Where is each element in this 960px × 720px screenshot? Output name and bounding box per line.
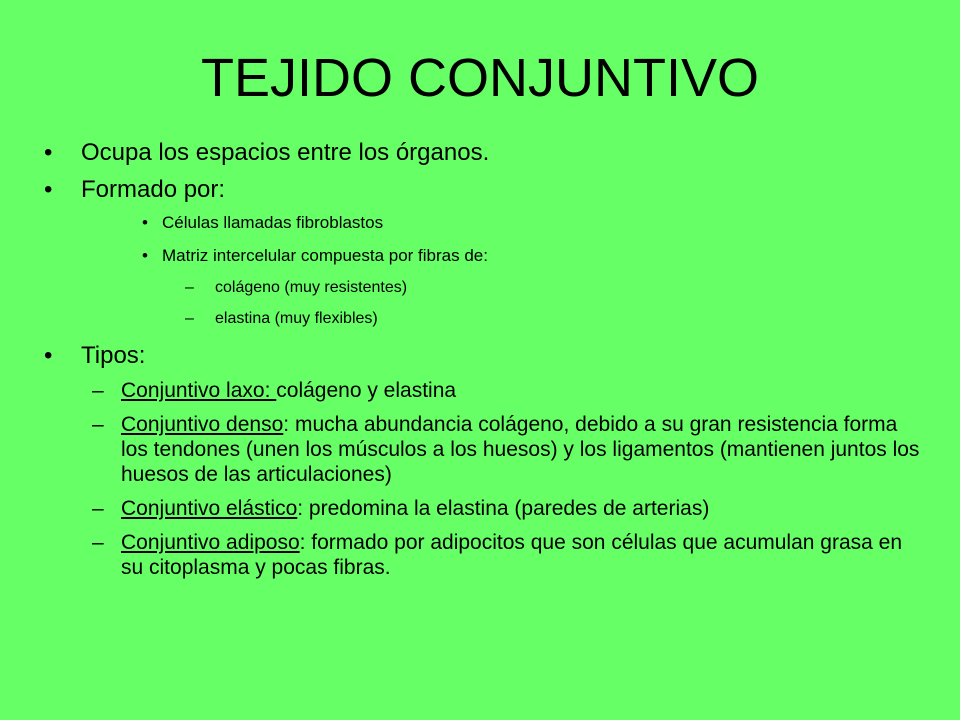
dash-marker: – bbox=[92, 531, 104, 554]
tipo-item bbox=[0, 530, 960, 580]
bullet-item-tipos bbox=[0, 341, 960, 371]
dash-item bbox=[0, 278, 960, 298]
sub-bullet-text: Matriz intercelular compuesta por fibras de: bbox=[162, 246, 488, 265]
tipo-desc: colágeno y elastina bbox=[276, 379, 457, 402]
dash-marker: – bbox=[92, 413, 104, 436]
bullet-text: Tipos: bbox=[81, 342, 146, 369]
tipo-item bbox=[0, 378, 960, 403]
tipo-desc: : predomina la elastina (paredes de arterias) bbox=[297, 497, 710, 520]
tipo-term: Conjuntivo laxo: bbox=[121, 379, 277, 402]
bullet-marker: • bbox=[44, 139, 53, 166]
tipo-term: Conjuntivo elástico bbox=[121, 497, 298, 520]
tipo-desc: : mucha abundancia colágeno, debido a su gran resistencia forma los tendones (unen los músculos a los huesos) y los ligamentos (mantienen juntos los huesos de las articulaciones) bbox=[121, 413, 920, 486]
dash-item bbox=[0, 309, 960, 329]
tipo-term: Conjuntivo adiposo bbox=[121, 531, 300, 554]
sub-bullet-text: Células llamadas fibroblastos bbox=[162, 213, 384, 232]
tipo-term: Conjuntivo denso bbox=[121, 413, 284, 436]
bullet-marker: • bbox=[44, 342, 53, 369]
dash-marker: – bbox=[92, 497, 104, 520]
bullet-item bbox=[0, 175, 960, 205]
sub-bullet-item bbox=[0, 245, 960, 267]
bullet-marker: • bbox=[142, 246, 148, 265]
bullet-marker: • bbox=[142, 213, 148, 232]
dash-marker: – bbox=[185, 279, 194, 296]
bullet-text: Ocupa los espacios entre los órganos. bbox=[81, 139, 490, 166]
tipo-desc: : formado por adipocitos que son células que acumulan grasa en su citoplasma y pocas fibras. bbox=[121, 531, 903, 579]
dash-text: colágeno (muy resistentes) bbox=[215, 279, 408, 296]
bullet-text: Formado por: bbox=[81, 176, 226, 203]
dash-marker: – bbox=[92, 379, 104, 402]
slide-body bbox=[0, 138, 960, 589]
dash-marker: – bbox=[185, 310, 194, 327]
tipo-item bbox=[0, 412, 960, 487]
slide-title: TEJIDO CONJUNTIVO bbox=[200, 48, 759, 108]
bullet-marker: • bbox=[44, 176, 53, 203]
sub-bullet-item bbox=[0, 212, 960, 234]
bullet-item bbox=[0, 138, 960, 168]
dash-text: elastina (muy flexibles) bbox=[215, 310, 378, 327]
tipo-item bbox=[0, 496, 960, 521]
